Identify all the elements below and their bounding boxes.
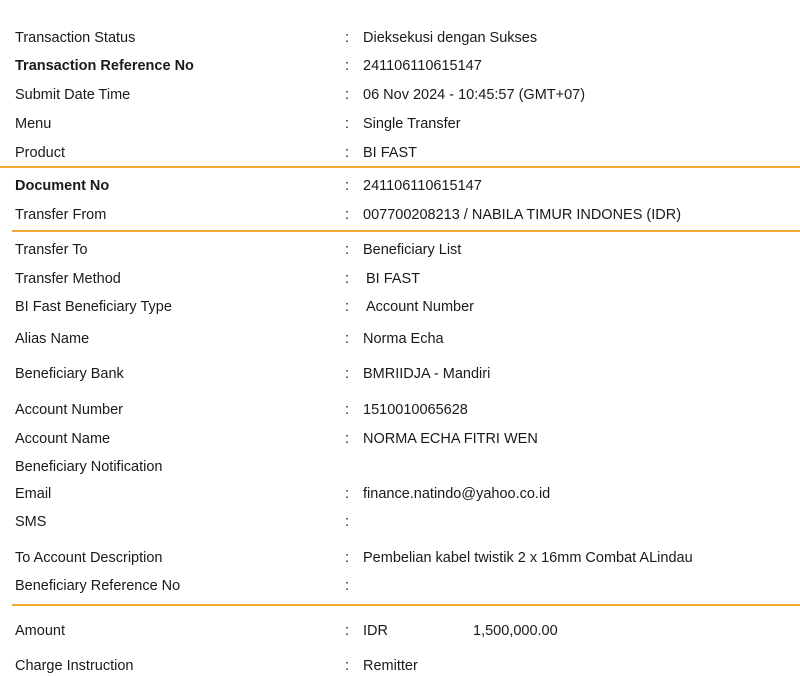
email-label: Email — [15, 486, 52, 502]
row-bi-fast-beneficiary-type — [0, 297, 800, 317]
row-menu — [0, 114, 800, 134]
section-divider — [0, 166, 800, 168]
beneficiary-notification-label: Beneficiary Notification — [15, 459, 163, 475]
separator: : — [345, 402, 350, 418]
row-transfer-from — [0, 205, 800, 225]
row-product — [0, 143, 800, 163]
row-transaction-status — [0, 28, 800, 48]
submit-date-time-label: Submit Date Time — [15, 87, 131, 103]
alias-name-label: Alias Name — [15, 331, 90, 347]
menu-label: Menu — [15, 116, 52, 132]
sms-label: SMS — [15, 514, 47, 530]
separator: : — [345, 207, 350, 223]
bi-fast-beneficiary-type-label: BI Fast Beneficiary Type — [15, 299, 172, 315]
row-beneficiary-reference-no — [0, 576, 800, 596]
separator: : — [345, 550, 350, 566]
account-number-label: Account Number — [15, 402, 123, 418]
submit-date-time-value: 06 Nov 2024 - 10:45:57 (GMT+07) — [363, 87, 586, 103]
separator: : — [345, 578, 350, 594]
transaction-reference-no-value: 241106110615147 — [363, 58, 482, 74]
beneficiary-bank-label: Beneficiary Bank — [15, 366, 124, 382]
account-name-value: NORMA ECHA FITRI WEN — [363, 431, 538, 447]
product-value: BI FAST — [363, 145, 417, 161]
row-alias-name — [0, 329, 800, 349]
transfer-method-value: BI FAST — [366, 271, 420, 287]
row-document-no — [0, 176, 800, 196]
separator: : — [345, 271, 350, 287]
alias-name-value: Norma Echa — [363, 331, 444, 347]
beneficiary-reference-no-label: Beneficiary Reference No — [15, 578, 181, 594]
transfer-to-label: Transfer To — [15, 242, 88, 258]
transfer-to-value: Beneficiary List — [363, 242, 462, 258]
email-value: finance.natindo@yahoo.co.id — [363, 486, 551, 502]
separator: : — [345, 145, 350, 161]
document-no-label: Document No — [15, 178, 110, 194]
bi-fast-beneficiary-type-value: Account Number — [366, 299, 474, 315]
row-to-account-description — [0, 548, 800, 568]
separator: : — [345, 658, 350, 674]
transfer-method-label: Transfer Method — [15, 271, 121, 287]
account-name-label: Account Name — [15, 431, 111, 447]
row-amount — [0, 621, 800, 641]
separator: : — [345, 58, 350, 74]
document-no-value: 241106110615147 — [363, 178, 482, 194]
section-divider — [12, 230, 800, 232]
section-divider — [12, 604, 800, 606]
row-email — [0, 484, 800, 504]
row-transfer-to — [0, 240, 800, 260]
transaction-status-label: Transaction Status — [15, 30, 136, 46]
row-account-number — [0, 400, 800, 420]
row-transfer-method — [0, 269, 800, 289]
menu-value: Single Transfer — [363, 116, 461, 132]
separator: : — [345, 486, 350, 502]
row-transaction-reference-no — [0, 56, 800, 76]
product-label: Product — [15, 145, 65, 161]
account-number-value: 1510010065628 — [363, 402, 468, 418]
row-sms — [0, 512, 800, 532]
amount-label: Amount — [15, 623, 65, 639]
beneficiary-bank-value: BMRIIDJA - Mandiri — [363, 366, 491, 382]
transaction-reference-no-label: Transaction Reference No — [15, 58, 194, 74]
separator: : — [345, 623, 350, 639]
separator: : — [345, 87, 350, 103]
transaction-status-value: Dieksekusi dengan Sukses — [363, 30, 538, 46]
separator: : — [345, 299, 350, 315]
charge-instruction-value: Remitter — [363, 658, 418, 674]
separator: : — [345, 514, 350, 530]
separator: : — [345, 242, 350, 258]
separator: : — [345, 331, 350, 347]
row-account-name — [0, 429, 800, 449]
separator: : — [345, 431, 350, 447]
row-beneficiary-bank — [0, 364, 800, 384]
separator: : — [345, 116, 350, 132]
transfer-from-value: 007700208213 / NABILA TIMUR INDONES (IDR) — [363, 207, 682, 223]
row-charge-instruction — [0, 656, 800, 676]
separator: : — [345, 366, 350, 382]
transfer-from-label: Transfer From — [15, 207, 107, 223]
amount-value: 1,500,000.00 — [473, 623, 558, 639]
amount-currency: IDR — [363, 623, 388, 639]
separator: : — [345, 30, 350, 46]
charge-instruction-label: Charge Instruction — [15, 658, 134, 674]
separator: : — [345, 178, 350, 194]
to-account-description-label: To Account Description — [15, 550, 163, 566]
row-beneficiary-notification — [0, 457, 800, 477]
row-submit-date-time — [0, 85, 800, 105]
to-account-description-value: Pembelian kabel twistik 2 x 16mm Combat ALindau — [363, 550, 693, 566]
